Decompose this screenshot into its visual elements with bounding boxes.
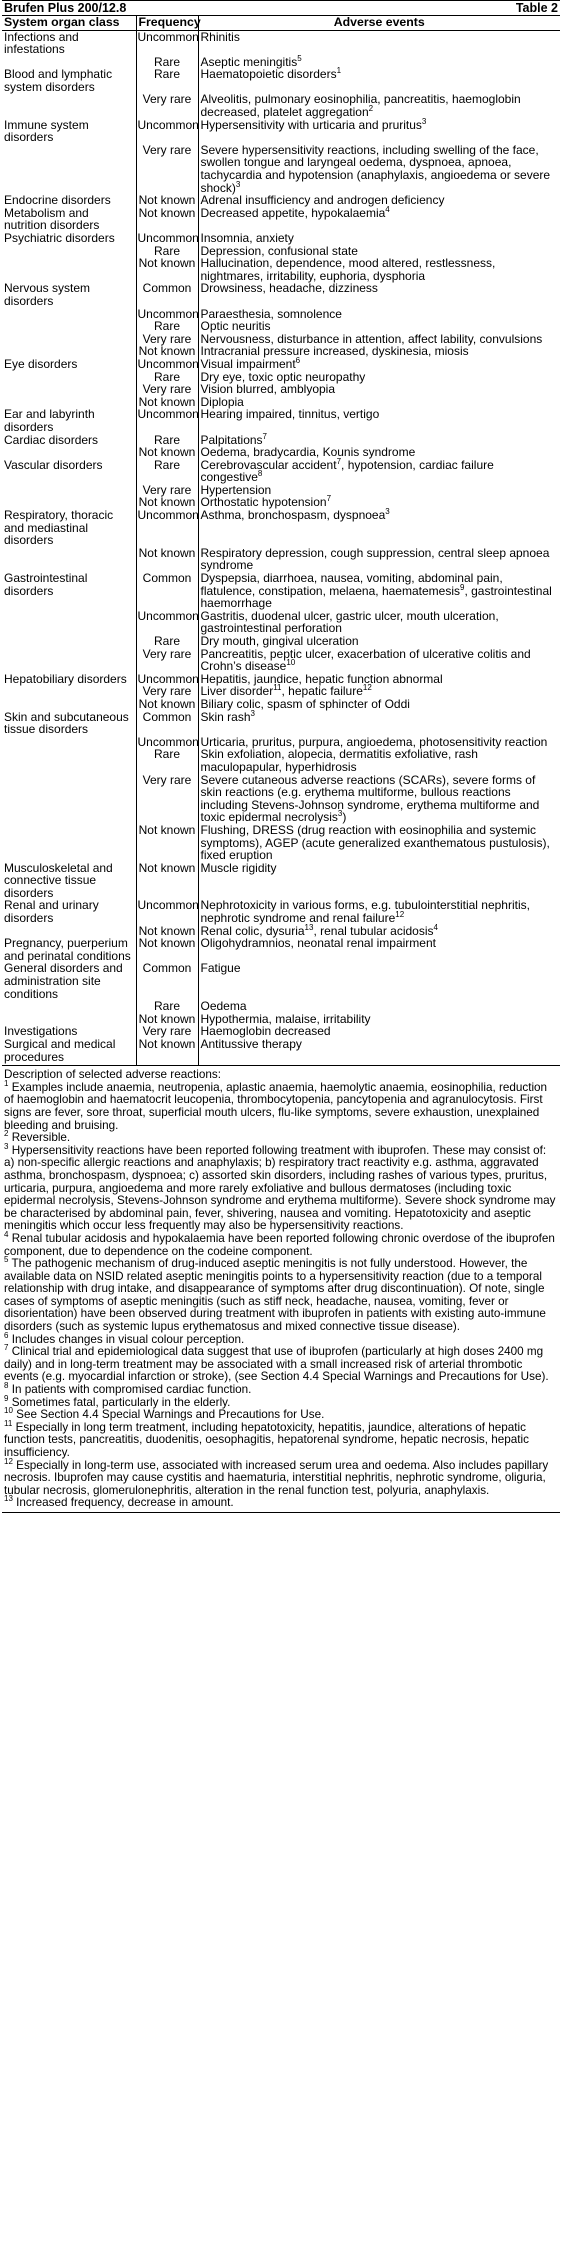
footnote-ref: 13 — [304, 922, 314, 932]
adverse-events-text: Drowsiness, headache, dizziness — [200, 281, 378, 296]
table-label: Table 2 — [515, 1, 558, 15]
frequency-cell: Uncommon — [136, 610, 198, 635]
footnote-ref: 12 — [395, 910, 405, 920]
footnote-ref: 4 — [385, 204, 390, 214]
adverse-events-table — [2, 16, 560, 1065]
adverse-events-cell — [198, 862, 560, 900]
table-row — [2, 862, 560, 900]
frequency-cell: Very rare — [136, 93, 198, 118]
adverse-events-text: Biliary colic, spasm of sphincter of Oddi — [200, 696, 410, 711]
footnote-ref: 3 — [235, 179, 241, 189]
frequency-cell: Uncommon — [136, 30, 198, 56]
adverse-events-text: Severe hypersensitivity reactions, including swelling of the face, swollen tongue and laryngeal oedema, dyspnoea, apnoea, tachycardia and hypotension (anaphylaxis, angioedema or severe shock) — [200, 142, 551, 195]
footnote-text: Sometimes fatal, particularly in the elderly. — [11, 1395, 231, 1409]
footnote-text: Especially in long-term use, associated with increased serum urea and oedema. Also includes papillary necrosis. Ibuprofen may cause cystitis and haematuria, interstitial nephritis, nephrotic syndrome, oliguria, tubular necrosis, glomerulonephritis, alteration in the renal function test, polyuria, anaphylaxis. — [4, 1458, 549, 1497]
frequency-cell: Not known — [136, 937, 198, 962]
system-organ-class-cell — [2, 748, 136, 773]
table-row — [2, 144, 560, 194]
adverse-events-cell — [198, 1038, 560, 1065]
adverse-events-text: Orthostatic hypotension — [200, 495, 327, 510]
frequency-cell: Not known — [136, 862, 198, 900]
adverse-events-text: Haemoglobin decreased — [200, 1024, 331, 1039]
adverse-events-cell — [198, 383, 560, 396]
adverse-events-text: Dyspepsia, diarrhoea, nausea, vomiting, abdominal pain, flatulence, constipation, melaena, haematemesis — [200, 571, 503, 598]
footnote-text: Examples include anaemia, neutropenia, aplastic anaemia, haemolytic anaemia, eosinophilia, reduction of haemoglobin and haematocrit leucopenia, thrombocytopenia, pancytopenia and agranulocytosis. First signs are fever, sore throat, superficial mouth ulcers, flu-like symptoms, severe exhaustion, unexplained bleeding and bruising. — [4, 1080, 548, 1132]
footnote-4 — [4, 1230, 558, 1258]
system-organ-class-cell: Skin and subcutaneous tissue disorders — [2, 711, 136, 736]
frequency-cell: Not known — [136, 446, 198, 459]
system-organ-class-cell — [2, 320, 136, 333]
adverse-events-cell — [198, 708, 560, 736]
system-organ-class-cell: Blood and lymphatic system disorders — [2, 68, 136, 93]
adverse-events-cell — [198, 824, 560, 862]
adverse-events-text: Rhinitis — [200, 29, 240, 44]
system-organ-class-cell — [2, 824, 136, 862]
adverse-events-text: Cerebrovascular accident — [200, 457, 337, 472]
system-organ-class-cell — [2, 333, 136, 346]
system-organ-class-cell — [2, 308, 136, 321]
table-row — [2, 308, 560, 321]
footnote-13 — [4, 1494, 558, 1510]
footnote-7 — [4, 1343, 558, 1384]
adverse-events-text: Fatigue — [200, 961, 241, 976]
adverse-events-text: Hypertension — [200, 482, 272, 497]
table-row — [2, 119, 560, 144]
frequency-cell: Rare — [136, 459, 198, 484]
footnote-ref: 3 — [337, 809, 343, 819]
footnote-ref: 9 — [459, 582, 465, 592]
footnote-ref: 3 — [385, 507, 390, 517]
footnote-marker: 1 — [4, 1078, 9, 1088]
footnote-marker: 12 — [4, 1456, 13, 1466]
frequency-cell: Common — [136, 962, 198, 1000]
adverse-events-text: Hearing impaired, tinnitus, vertigo — [200, 407, 380, 422]
adverse-events-text: Insomnia, anxiety — [200, 231, 294, 245]
frequency-cell: Uncommon — [137, 306, 199, 321]
footnote-marker: 8 — [4, 1381, 9, 1391]
adverse-events-text: Decreased appetite, hypokalaemia — [200, 205, 386, 220]
table-body — [2, 30, 560, 1065]
table-row — [2, 207, 560, 232]
frequency-cell: Common — [136, 711, 198, 736]
adverse-events-text: Skin rash — [200, 709, 251, 724]
table-row — [2, 899, 560, 924]
system-organ-class-cell: Psychiatric disorders — [2, 232, 136, 245]
adverse-events-cell — [198, 144, 560, 194]
footnotes-intro: Description of selected adverse reactions: — [4, 1068, 221, 1082]
adverse-events-text: Hallucination, dependence, mood altered, restlessness, nightmares, irritability, euphoria, dysphoria — [200, 256, 496, 283]
system-organ-class-cell: Metabolism and nutrition disorders — [2, 207, 136, 232]
frequency-cell: Not known — [136, 496, 198, 509]
footnote-marker: 3 — [4, 1141, 9, 1151]
adverse-events-text: Alveolitis, pulmonary eosinophilia, pancreatitis, haemoglobin decreased, platelet aggregation — [200, 92, 521, 120]
system-organ-class-cell: Renal and urinary disorders — [2, 899, 136, 924]
frequency-cell: Rare — [136, 748, 198, 773]
system-organ-class-cell: Respiratory, thoracic and mediastinal disorders — [2, 509, 136, 547]
document-title: Brufen Plus 200/12.8 — [4, 1, 127, 15]
adverse-events-text: Paraesthesia, somnolence — [200, 306, 342, 321]
adverse-events-text: Dry mouth, gingival ulceration — [200, 634, 359, 648]
footnote-marker: 2 — [4, 1129, 9, 1139]
footnote-marker: 13 — [4, 1494, 13, 1504]
footnote-marker: 10 — [4, 1406, 13, 1416]
footnote-marker: 4 — [4, 1230, 9, 1240]
frequency-cell: Not known — [136, 547, 198, 572]
footnote-1 — [4, 1078, 558, 1132]
system-organ-class-cell — [2, 547, 136, 572]
adverse-events-text: Optic neuritis — [200, 319, 271, 334]
footnote-ref: 7 — [326, 494, 332, 504]
adverse-events-document — [2, 0, 560, 1513]
table-row — [2, 282, 560, 307]
frequency-cell: Not known — [136, 1013, 198, 1026]
table-row — [2, 648, 560, 673]
table-row — [2, 698, 560, 711]
table-row — [2, 547, 560, 572]
adverse-events-cell — [198, 93, 560, 118]
footnotes — [2, 1065, 560, 1512]
adverse-events-cell — [198, 30, 560, 56]
footnote-ref: 1 — [336, 66, 342, 76]
adverse-events-text: Hepatitis, jaundice, hepatic function abnormal — [200, 671, 443, 686]
footnote-5 — [4, 1255, 558, 1334]
system-organ-class-cell — [2, 774, 136, 824]
system-organ-class-cell: Hepatobiliary disorders — [2, 673, 136, 686]
footnote-marker: 5 — [4, 1255, 9, 1265]
footnote-11 — [4, 1418, 558, 1460]
adverse-events-cell — [198, 257, 560, 282]
adverse-events-text: Diplopia — [200, 394, 244, 409]
footnote-text: In patients with compromised cardiac function. — [11, 1383, 252, 1397]
adverse-events-text: Urticaria, pruritus, purpura, angioedema, photosensitivity reaction — [200, 734, 548, 749]
adverse-events-cell — [198, 774, 560, 824]
adverse-events-text: Renal colic, dysuria — [200, 923, 305, 938]
frequency-cell: Rare — [136, 434, 198, 447]
system-organ-class-cell — [2, 446, 136, 459]
footnote-marker: 7 — [4, 1343, 9, 1353]
frequency-cell: Uncommon — [137, 231, 199, 245]
adverse-events-cell — [198, 408, 560, 433]
table-row — [2, 408, 560, 433]
frequency-cell: Not known — [136, 345, 198, 358]
table-row — [2, 572, 560, 610]
footnote-marker: 9 — [4, 1393, 9, 1403]
table-row — [2, 459, 560, 484]
system-organ-class-cell — [2, 698, 136, 711]
adverse-events-text: Adrenal insufficiency and androgen deficiency — [200, 193, 445, 208]
table-row — [2, 711, 560, 736]
system-organ-class-cell: Musculoskeletal and connective tissue disorders — [2, 862, 136, 900]
frequency-cell: Rare — [136, 320, 198, 333]
adverse-events-text: Vision blurred, amblyopia — [200, 382, 336, 397]
adverse-events-cell — [198, 610, 560, 635]
frequency-cell: Common — [136, 282, 198, 307]
system-organ-class-cell: Surgical and medical procedures — [2, 1038, 136, 1065]
system-organ-class-cell — [2, 371, 136, 384]
system-organ-class-cell — [2, 144, 136, 194]
column-header-frequency: Frequency — [136, 16, 198, 30]
adverse-events-text: Respiratory depression, cough suppression, central sleep apnoea syndrome — [200, 545, 550, 573]
adverse-events-text: , gastrointestinal haemorrhage — [200, 583, 552, 611]
table-header-row — [2, 16, 560, 30]
footnote-marker: 11 — [4, 1418, 13, 1428]
adverse-events-cell — [198, 282, 560, 307]
system-organ-class-cell: General disorders and administration site conditions — [2, 962, 136, 1000]
adverse-events-cell — [198, 116, 560, 144]
adverse-events-cell — [198, 648, 560, 673]
adverse-events-text: Pancreatitis, peptic ulcer, exacerbation of ulcerative colitis and Crohn’s disease — [200, 646, 531, 674]
adverse-events-cell — [198, 68, 560, 93]
frequency-cell: Not known — [136, 194, 198, 207]
footnote-ref: 10 — [286, 658, 296, 668]
system-organ-class-cell — [2, 736, 136, 749]
adverse-events-text: Hypothermia, malaise, irritability — [200, 1011, 371, 1026]
adverse-events-cell — [198, 899, 560, 924]
adverse-events-text: Aseptic meningitis — [200, 54, 298, 69]
adverse-events-text: Liver disorder — [200, 684, 274, 699]
frequency-cell: Uncommon — [137, 734, 199, 749]
frequency-cell: Rare — [136, 371, 198, 384]
frequency-cell: Not known — [136, 207, 198, 232]
adverse-events-text: Hypersensitivity with urticaria and pruritus — [200, 117, 422, 132]
frequency-cell: Uncommon — [136, 509, 198, 547]
footnote-text: Includes changes in visual colour perception. — [11, 1332, 245, 1346]
document-header — [2, 0, 560, 16]
frequency-cell: Not known — [136, 925, 198, 938]
adverse-events-text: Severe cutaneous adverse reactions (SCARs), severe forms of skin reactions (e.g. erythema multiforme, bullous reactions including Stevens-Johnson syndrome, erythema multiforme and toxic epidermal necrolysis — [200, 772, 540, 825]
frequency-cell: Rare — [136, 1000, 198, 1013]
adverse-events-cell — [198, 456, 560, 485]
frequency-cell: Very rare — [136, 333, 198, 346]
footnote-ref: 3 — [421, 116, 427, 126]
frequency-cell: Very rare — [136, 484, 198, 497]
adverse-events-text: Nephrotoxicity in various forms, e.g. tubulointerstitial nephritis, nephrotic syndrome and renal failure — [200, 898, 530, 926]
footnote-text: See Section 4.4 Special Warnings and Precautions for Use. — [16, 1408, 325, 1422]
footnote-text: Especially in long term treatment, including hepatotoxicity, hepatitis, jaundice, alterations of hepatic function tests, pancreatitis, duodenitis, oesophagitis, hepatorenal syndrome, hepatic necrosis, hepatic insufficiency. — [4, 1420, 529, 1459]
adverse-events-cell — [198, 748, 560, 773]
adverse-events-text: Muscle rigidity — [200, 860, 277, 875]
system-organ-class-cell: Investigations — [2, 1025, 136, 1038]
footnote-text: Reversible. — [11, 1131, 71, 1145]
adverse-events-text: , hepatic failure — [281, 684, 363, 699]
table-row — [2, 509, 560, 547]
table-row — [2, 257, 560, 282]
frequency-cell: Uncommon — [136, 119, 198, 144]
footnote-text: Renal tubular acidosis and hypokalaemia have been reported following chronic overdose of the ibuprofen component, due to dependence on the codeine component. — [4, 1231, 555, 1258]
system-organ-class-cell — [2, 685, 136, 698]
system-organ-class-cell — [2, 635, 136, 648]
adverse-events-text: Nervousness, disturbance in attention, affect lability, convulsions — [200, 331, 543, 346]
footnote-text: Increased frequency, decrease in amount. — [16, 1496, 234, 1510]
table-row — [2, 93, 560, 118]
footnote-ref: 2 — [368, 104, 374, 114]
frequency-cell: Rare — [136, 56, 198, 69]
table-row — [2, 824, 560, 862]
adverse-events-text: Flushing, DRESS (drug reaction with eosinophilia and systemic symptoms), AGEP (acute generalized exanthematous pustulosis), fixed eruption — [200, 822, 550, 863]
system-organ-class-cell: Cardiac disorders — [2, 434, 136, 447]
system-organ-class-cell — [2, 648, 136, 673]
system-organ-class-cell: Nervous system disorders — [2, 282, 136, 307]
footnote-ref: 7 — [336, 456, 342, 466]
table-row — [2, 774, 560, 824]
system-organ-class-cell — [2, 93, 136, 118]
adverse-events-cell — [198, 962, 560, 1000]
frequency-cell: Uncommon — [137, 356, 199, 371]
frequency-cell: Very rare — [136, 774, 198, 824]
footnote-ref: 12 — [362, 683, 372, 693]
adverse-events-cell — [198, 204, 560, 232]
adverse-events-cell — [198, 509, 560, 547]
footnote-text: Hypersensitivity reactions have been reported following treatment with ibuprofen. These may consist of: — [11, 1143, 547, 1157]
system-organ-class-cell: Eye disorders — [2, 358, 136, 371]
footnote-ref: 7 — [262, 431, 267, 441]
system-organ-class-cell: Infections and infestations — [2, 30, 136, 56]
adverse-events-text: Visual impairment — [200, 356, 296, 371]
frequency-cell: Very rare — [136, 383, 198, 396]
frequency-cell: Not known — [136, 698, 198, 711]
frequency-cell: Uncommon — [136, 899, 198, 924]
frequency-cell: Not known — [136, 824, 198, 862]
adverse-events-text: ) — [342, 810, 347, 825]
table-row — [2, 30, 560, 56]
frequency-cell: Rare — [136, 635, 198, 648]
footnote-ref: 11 — [273, 683, 282, 693]
adverse-events-text: Intracranial pressure increased, dyskinesia, miosis — [200, 344, 469, 359]
footnote-ref: 4 — [433, 922, 438, 932]
footnote-text: The pathogenic mechanism of drug-induced aseptic meningitis is not fully understood. However, the available data on NSID related aseptic meningitis points to a hypersensitivity reaction (due to a temporal relationship with drug intake, and disappearance of symptoms after drug discontinuation). Of note, single cases of symptoms of aseptic meningitis (such as stiff neck, headache, nausea, vomiting, fever or disorientation) have been observed during treatment with ibuprofen in patients with existing auto-immune disorders (such as systemic lupus erythematosus and mixed connective tissue disease). — [4, 1257, 546, 1334]
system-organ-class-cell: Pregnancy, puerperium and perinatal conditions — [2, 937, 136, 962]
system-organ-class-cell: Gastrointestinal disorders — [2, 572, 136, 610]
adverse-events-cell — [198, 547, 560, 572]
frequency-cell: Very rare — [136, 144, 198, 194]
frequency-cell: Not known — [136, 257, 198, 282]
adverse-events-text: , hypotension, cardiac failure congestive — [200, 457, 494, 485]
footnote-ref: 3 — [250, 708, 255, 718]
adverse-events-text: Skin exfoliation, alopecia, dermatitis exfoliative, rash maculopapular, hyperhidrosis — [200, 747, 478, 774]
frequency-cell: Not known — [136, 396, 198, 409]
footnote-ref: 8 — [257, 469, 263, 479]
system-organ-class-cell — [2, 383, 136, 396]
footnote-marker: 6 — [4, 1330, 9, 1340]
footnote-3-detail: a) non-specific allergic reactions and anaphylaxis; b) respiratory tract reactivity e.g. asthma, aggravated asthma, bronchospasm, dyspnoea; c) assorted skin disorders, including rashes of various types, pruritus, urticaria, purpura, angioedema and more rarely exfoliative and bullous dermatoses (including toxic epidermal necrolysis, Stevens-Johnson syndrome and erythema multiforme). Severe shock syndrome may be characterised by abdominal pain, fever, shivering, nausea and vomiting. Hepatotoxicity and aseptic meningitis which occur less frequently may also be hypersensitivity reactions. — [4, 1156, 556, 1233]
table-row — [2, 383, 560, 396]
adverse-events-text: Oedema, bradycardia, Kounis syndrome — [200, 445, 416, 460]
footnote-ref: 6 — [295, 355, 301, 365]
adverse-events-cell — [198, 572, 560, 610]
adverse-events-text: Antitussive therapy — [200, 1037, 302, 1051]
system-organ-class-cell — [2, 484, 136, 497]
frequency-cell: Rare — [136, 68, 198, 93]
system-organ-class-cell: Vascular disorders — [2, 459, 136, 484]
frequency-cell: Rare — [136, 245, 198, 258]
system-organ-class-cell: Ear and labyrinth disorders — [2, 408, 136, 433]
frequency-cell: Very rare — [136, 1025, 198, 1038]
frequency-cell: Common — [136, 572, 198, 610]
system-organ-class-cell — [2, 610, 136, 635]
adverse-events-text: Palpitations — [200, 432, 263, 447]
table-row — [2, 937, 560, 962]
frequency-cell: Very rare — [136, 648, 198, 673]
system-organ-class-cell: Endocrine disorders — [2, 194, 136, 207]
adverse-events-text: Gastritis, duodenal ulcer, gastric ulcer, mouth ulceration, gastrointestinal perforation — [200, 608, 499, 636]
frequency-cell: Not known — [136, 1038, 198, 1065]
system-organ-class-cell — [2, 1000, 136, 1013]
footnote-text: Clinical trial and epidemiological data suggest that use of ibuprofen (particularly at high doses 2400 mg daily) and in long-term treatment may be associated with a small increased risk of arterial thrombotic events (e.g. myocardial infarction or stroke), (see Section 4.4 Special Warnings and Precautions for Use). — [4, 1345, 549, 1384]
footnote-12 — [4, 1456, 558, 1498]
table-row — [2, 610, 560, 635]
table-row — [2, 748, 560, 773]
table-row — [2, 1038, 560, 1065]
system-organ-class-cell — [2, 245, 136, 258]
system-organ-class-cell: Immune system disorders — [2, 119, 136, 144]
frequency-cell: Uncommon — [136, 408, 198, 433]
adverse-events-text: Depression, confusional state — [200, 243, 358, 258]
adverse-events-text: , renal tubular acidosis — [313, 923, 434, 938]
system-organ-class-cell — [2, 257, 136, 282]
frequency-cell: Very rare — [136, 685, 198, 698]
frequency-cell: Uncommon — [137, 671, 199, 686]
column-header-events: Adverse events — [198, 16, 560, 30]
table-row — [2, 962, 560, 1000]
adverse-events-cell — [198, 937, 560, 962]
adverse-events-text: Asthma, bronchospasm, dyspnoea — [200, 508, 386, 523]
footnote-ref: 5 — [297, 53, 302, 63]
column-header-soc: System organ class — [2, 16, 136, 30]
table-row — [2, 68, 560, 93]
adverse-events-text: Dry eye, toxic optic neuropathy — [200, 369, 366, 384]
adverse-events-text: Oedema — [200, 999, 247, 1014]
adverse-events-text: Oligohydramnios, neonatal renal impairment — [200, 936, 436, 951]
adverse-events-text: Haematopoietic disorders — [200, 67, 337, 82]
